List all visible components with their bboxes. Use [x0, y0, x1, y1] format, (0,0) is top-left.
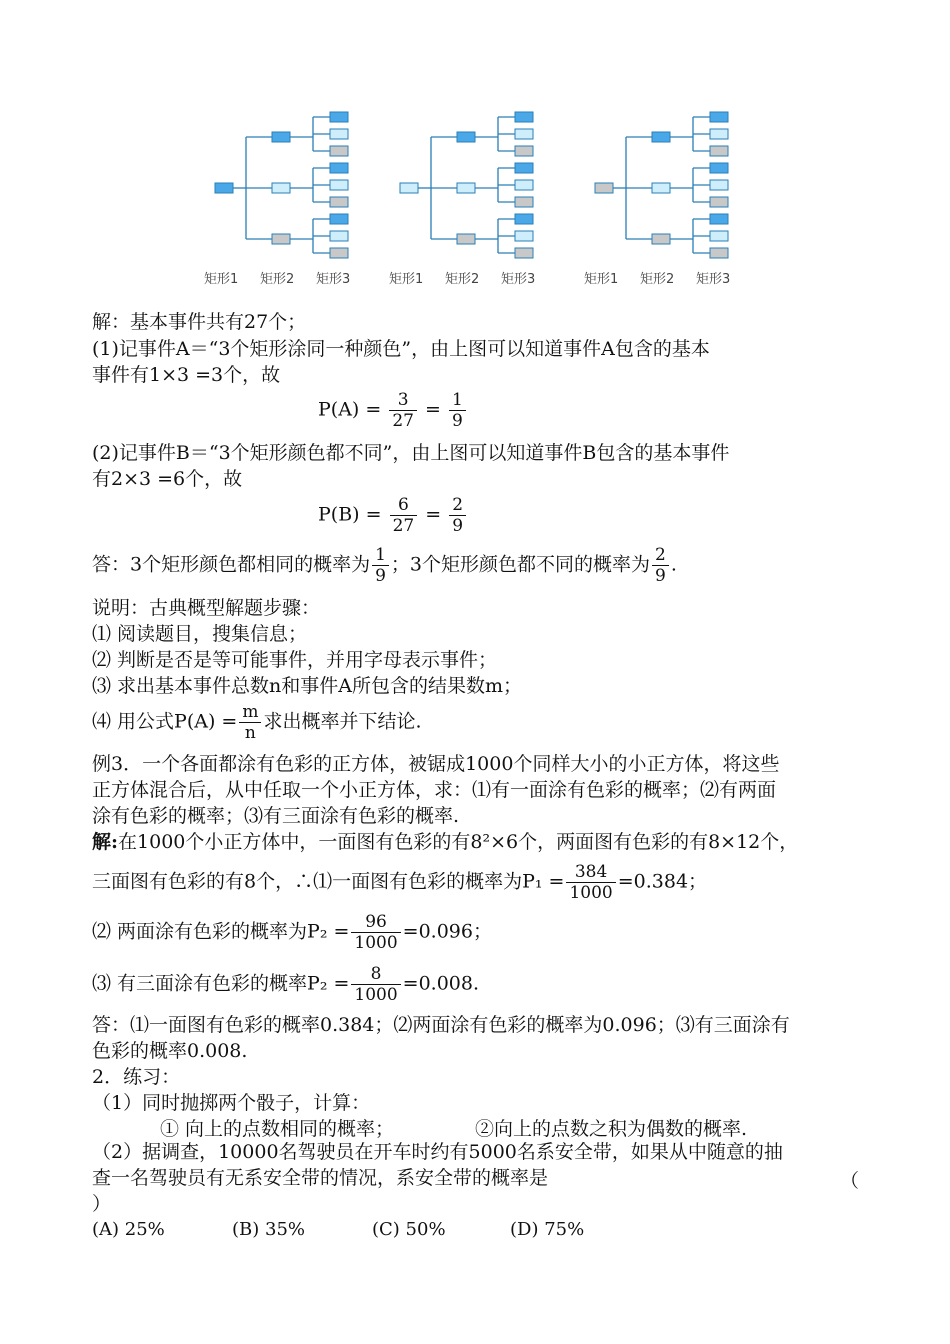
- tree-label: 矩形1: [389, 272, 424, 287]
- answer-bracket-open: （: [840, 1170, 860, 1192]
- mid-rectangle: [457, 234, 475, 244]
- step-1: ⑴ 阅读题目，搜集信息；: [92, 623, 308, 645]
- tree-label: 矩形3: [696, 272, 731, 287]
- practice-q1: （1）同时抛掷两个骰子，计算：: [92, 1092, 371, 1114]
- example-answer-1: 答：⑴一面图有色彩的概率0.384；⑵两面涂有色彩的概率为0.096；⑶有三面涂有: [92, 1014, 790, 1036]
- equals-sign: =: [425, 398, 441, 421]
- answer-period: .: [670, 553, 677, 576]
- tree-diagram-3: [580, 100, 760, 290]
- answer-line: [92, 545, 677, 586]
- leaf-rectangle: [330, 163, 348, 173]
- tree-diagram-1: [200, 100, 380, 290]
- p1-result: =0.384；: [617, 870, 708, 893]
- mid-rectangle: [457, 132, 475, 142]
- leaf-rectangle: [710, 197, 728, 207]
- step-4: [92, 702, 422, 743]
- tree-label: 矩形3: [316, 272, 351, 287]
- solution-line-1: 解：基本事件共有27个；: [92, 311, 307, 333]
- fraction-8-1000: $\frac{8}{1000}$: [351, 964, 400, 1005]
- p3-text: ⑶ 有三面涂有色彩的概率P₂ =: [92, 972, 350, 995]
- tree-diagram-2: [385, 100, 565, 290]
- p2-text: ⑵ 两面涂有色彩的概率为P₂ =: [92, 920, 350, 943]
- root-rectangle: [595, 183, 613, 193]
- fraction-2-9-answer: $\frac{2}{9}$: [652, 545, 669, 586]
- solution-line-2: (1)记事件A＝“3个矩形涂同一种颜色”，由上图可以知道事件A包含的基本: [92, 338, 710, 360]
- step-3: ⑶ 求出基本事件总数n和事件A所包含的结果数m；: [92, 675, 523, 697]
- answer-part-b: ；3个矩形颜色都不同的概率为: [390, 553, 651, 576]
- leaf-rectangle: [515, 197, 533, 207]
- practice-q1-a: ① 向上的点数相同的概率；: [160, 1118, 395, 1140]
- tree-label: 矩形1: [584, 272, 619, 287]
- fraction-1-9-answer: $\frac{1}{9}$: [372, 545, 389, 586]
- leaf-rectangle: [330, 248, 348, 258]
- leaf-rectangle: [330, 214, 348, 224]
- mid-rectangle: [652, 183, 670, 193]
- example-line-4: [92, 830, 798, 854]
- leaf-rectangle: [710, 180, 728, 190]
- leaf-rectangle: [330, 146, 348, 156]
- solution-line-3: 事件有1×3 =3个，故: [92, 364, 281, 386]
- leaf-rectangle: [710, 231, 728, 241]
- fraction-384-1000: $\frac{384}{1000}$: [566, 862, 615, 903]
- tree-label: 矩形2: [260, 272, 295, 287]
- leaf-rectangle: [710, 112, 728, 122]
- equals-sign: =: [425, 503, 442, 526]
- leaf-rectangle: [515, 248, 533, 258]
- example-line-7: [92, 964, 479, 1005]
- example-line-5: [92, 862, 707, 903]
- leaf-rectangle: [515, 180, 533, 190]
- solution-line-4: (2)记事件B＝“3个矩形颜色都不同”，由上图可以知道事件B包含的基本事件: [92, 442, 730, 464]
- fraction-2-9: $\frac{2}{9}$: [449, 495, 466, 536]
- formula-pb-lhs: P(B) =: [318, 503, 382, 526]
- p1-text: 三面图有色彩的有8个，∴⑴一面图有色彩的概率为P₁ =: [92, 870, 565, 893]
- leaf-rectangle: [330, 231, 348, 241]
- leaf-rectangle: [515, 214, 533, 224]
- leaf-rectangle: [515, 231, 533, 241]
- leaf-rectangle: [330, 112, 348, 122]
- leaf-rectangle: [330, 129, 348, 139]
- step-4-tail: 求出概率并下结论.: [263, 710, 422, 733]
- leaf-rectangle: [515, 129, 533, 139]
- step-4-formula: ⑷ 用公式P(A) =: [92, 710, 238, 733]
- mid-rectangle: [652, 132, 670, 142]
- example-solution-text: 在1000个小正方体中，一面图有色彩的有8²×6个，两面图有色彩的有8×12个，: [118, 831, 799, 853]
- tree-label: 矩形2: [640, 272, 675, 287]
- leaf-rectangle: [710, 214, 728, 224]
- option-c: (C) 50%: [372, 1219, 446, 1240]
- leaf-rectangle: [515, 163, 533, 173]
- fraction-m-n: $\frac{m}{n}$: [239, 702, 261, 743]
- solution-label: 解:: [92, 831, 119, 853]
- example-line-3: 涂有色彩的概率；⑶有三面涂有色彩的概率.: [92, 805, 460, 827]
- option-b: (B) 35%: [232, 1219, 306, 1240]
- fraction-6-27: $\frac{6}{27}$: [390, 495, 418, 536]
- leaf-rectangle: [710, 163, 728, 173]
- leaf-rectangle: [710, 129, 728, 139]
- practice-q2-line1: （2）据调查，10000名驾驶员在开车时约有5000名系安全带，如果从中随意的抽: [92, 1141, 783, 1163]
- tree-label: 矩形3: [501, 272, 536, 287]
- tree-label: 矩形2: [445, 272, 480, 287]
- leaf-rectangle: [515, 112, 533, 122]
- option-d: (D) 75%: [510, 1219, 585, 1240]
- example-answer-2: 色彩的概率0.008.: [92, 1040, 248, 1062]
- mid-rectangle: [272, 132, 290, 142]
- answer-bracket-close: ）: [92, 1193, 112, 1215]
- formula-pb: [318, 495, 468, 536]
- mid-rectangle: [272, 183, 290, 193]
- practice-q2-line2: 查一名驾驶员有无系安全带的情况，系安全带的概率是: [92, 1167, 549, 1189]
- solution-line-5: 有2×3 =6个，故: [92, 468, 243, 490]
- tree-label: 矩形1: [204, 272, 239, 287]
- fraction-3-27: $\frac{3}{27}$: [389, 390, 417, 431]
- leaf-rectangle: [515, 146, 533, 156]
- formula-pa-lhs: P(A) =: [318, 398, 382, 421]
- leaf-rectangle: [710, 146, 728, 156]
- fraction-96-1000: $\frac{96}{1000}$: [351, 912, 400, 953]
- mid-rectangle: [272, 234, 290, 244]
- example-line-2: 正方体混合后，从中任取一个小正方体，求：⑴有一面涂有色彩的概率；⑵有两面: [92, 779, 777, 801]
- formula-pa: [318, 390, 468, 431]
- fraction-1-9: $\frac{1}{9}$: [449, 390, 466, 431]
- leaf-rectangle: [330, 180, 348, 190]
- root-rectangle: [400, 183, 418, 193]
- option-a: (A) 25%: [92, 1219, 165, 1240]
- step-2: ⑵ 判断是否是等可能事件，并用字母表示事件；: [92, 649, 498, 671]
- leaf-rectangle: [710, 248, 728, 258]
- root-rectangle: [215, 183, 233, 193]
- p3-result: =0.008.: [402, 972, 480, 995]
- practice-q1-b: ②向上的点数之积为偶数的概率.: [475, 1118, 748, 1140]
- p2-result: =0.096；: [402, 920, 492, 943]
- leaf-rectangle: [330, 197, 348, 207]
- answer-part-a: 答：3个矩形颜色都相同的概率为: [92, 553, 371, 576]
- example-line-1: 例3．一个各面都涂有色彩的正方体，被锯成1000个同样大小的小正方体，将这些: [92, 753, 780, 775]
- mid-rectangle: [457, 183, 475, 193]
- mid-rectangle: [652, 234, 670, 244]
- steps-heading: 说明：古典概型解题步骤：: [92, 597, 321, 619]
- example-line-6: [92, 912, 492, 953]
- practice-heading: 2．练习：: [92, 1066, 181, 1088]
